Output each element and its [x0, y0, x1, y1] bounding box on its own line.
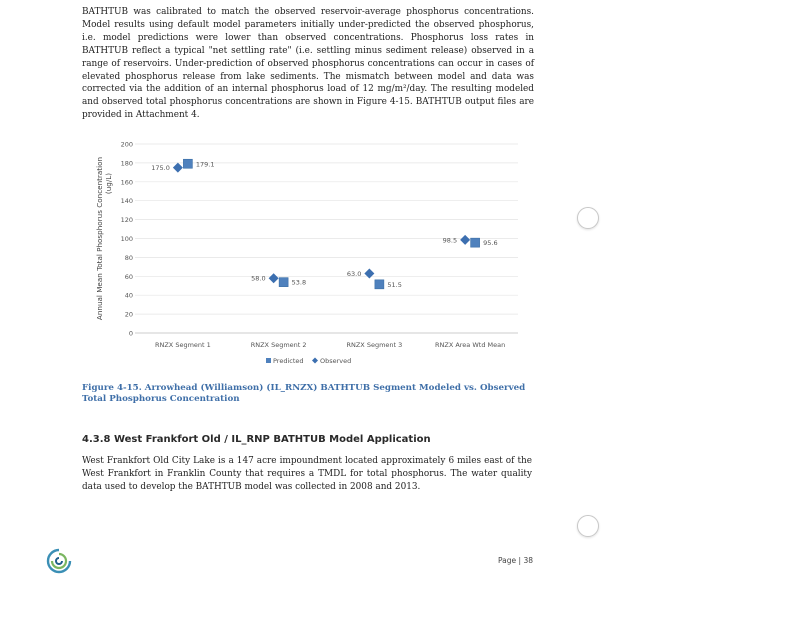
legend-observed-label: Observed: [320, 357, 352, 365]
observed-data-label: 98.5: [442, 236, 458, 245]
section-heading: 4.3.8 West Frankfort Old / IL_RNP BATHTUB Model Application: [82, 434, 431, 445]
annotation-circle-button[interactable]: [577, 207, 599, 229]
y-axis-unit: (ug/L): [104, 172, 113, 195]
phosphorus-chart: [90, 136, 540, 372]
predicted-marker: [375, 280, 384, 289]
y-tick-label: 100: [120, 235, 133, 243]
body-paragraph: West Frankfort Old City Lake is a 147 acre impoundment located approximately 6 miles east of the West Frankfort in Franklin County that requires a TMDL for total phosphorus. The water quality data used to develop the BATHTUB model was collected in 2008 and 2013.: [82, 456, 532, 492]
legend-predicted-label: Predicted: [273, 357, 304, 365]
observed-data-label: 63.0: [346, 269, 362, 278]
predicted-data-label: 51.5: [387, 280, 402, 289]
observed-data-label: 175.0: [151, 164, 170, 173]
logo-icon: [46, 548, 72, 574]
y-axis-title: Annual Mean Total Phosphorus Concentration: [95, 156, 104, 321]
figure-caption: Figure 4-15. Arrowhead (Williamson) (IL_RNZX) BATHTUB Segment Modeled vs. Observed Total Phosphorus Concentration: [82, 383, 526, 404]
x-tick-label: RNZX Segment 1: [154, 341, 211, 349]
predicted-data-label: 53.8: [291, 278, 307, 287]
observed-data-label: 58.0: [251, 274, 266, 283]
legend-observed-swatch: [312, 358, 318, 364]
y-tick-label: 20: [124, 310, 133, 319]
observed-marker: [173, 163, 183, 173]
observed-marker: [269, 273, 279, 283]
y-tick-label: 180: [120, 159, 133, 168]
annotation-circle-button[interactable]: [577, 515, 599, 537]
y-tick-label: 40: [124, 291, 133, 300]
x-tick-label: RNZX Segment 2: [250, 341, 307, 349]
legend-predicted-swatch: [266, 358, 271, 363]
y-tick-label: 200: [120, 140, 133, 149]
predicted-data-label: 95.6: [483, 239, 498, 248]
x-tick-label: RNZX Area Wtd Mean: [434, 341, 506, 349]
predicted-data-label: 179.1: [195, 160, 215, 169]
y-tick-label: 120: [120, 216, 133, 225]
page-number: Page | 38: [498, 556, 533, 565]
y-tick-label: 160: [120, 178, 133, 187]
predicted-marker: [471, 238, 480, 247]
y-tick-label: 80: [124, 253, 133, 262]
intro-paragraph: BATHTUB was calibrated to match the observed reservoir-average phosphorus concentrations. Model results using default model parameters initially under-predicted the observed phosphorus, i.e. model predictions were lower than observed concentrations. Phosphorus loss rates in BATHTUB reflect a typical "net settling rate" (i.e. settling minus sediment release) observed in a range of reservoirs. Under-prediction of observed phosphorus concentrations can occur in cases of elevated phosphorus release from lake sediments. The mismatch between model and data was corrected via the addition of an internal phosphorus load of 12 mg/m²/day. The resulting modeled and observed total phosphorus concentrations are shown in Figure 4-15. BATHTUB output files are provided in Attachment 4.: [82, 7, 534, 121]
y-tick-label: 140: [120, 197, 133, 206]
x-tick-label: RNZX Segment 3: [346, 341, 403, 349]
predicted-marker: [279, 278, 288, 287]
observed-marker: [460, 235, 470, 245]
predicted-marker: [183, 159, 192, 168]
y-tick-label: 0: [128, 329, 133, 338]
y-tick-label: 60: [124, 272, 133, 281]
observed-marker: [364, 268, 374, 278]
